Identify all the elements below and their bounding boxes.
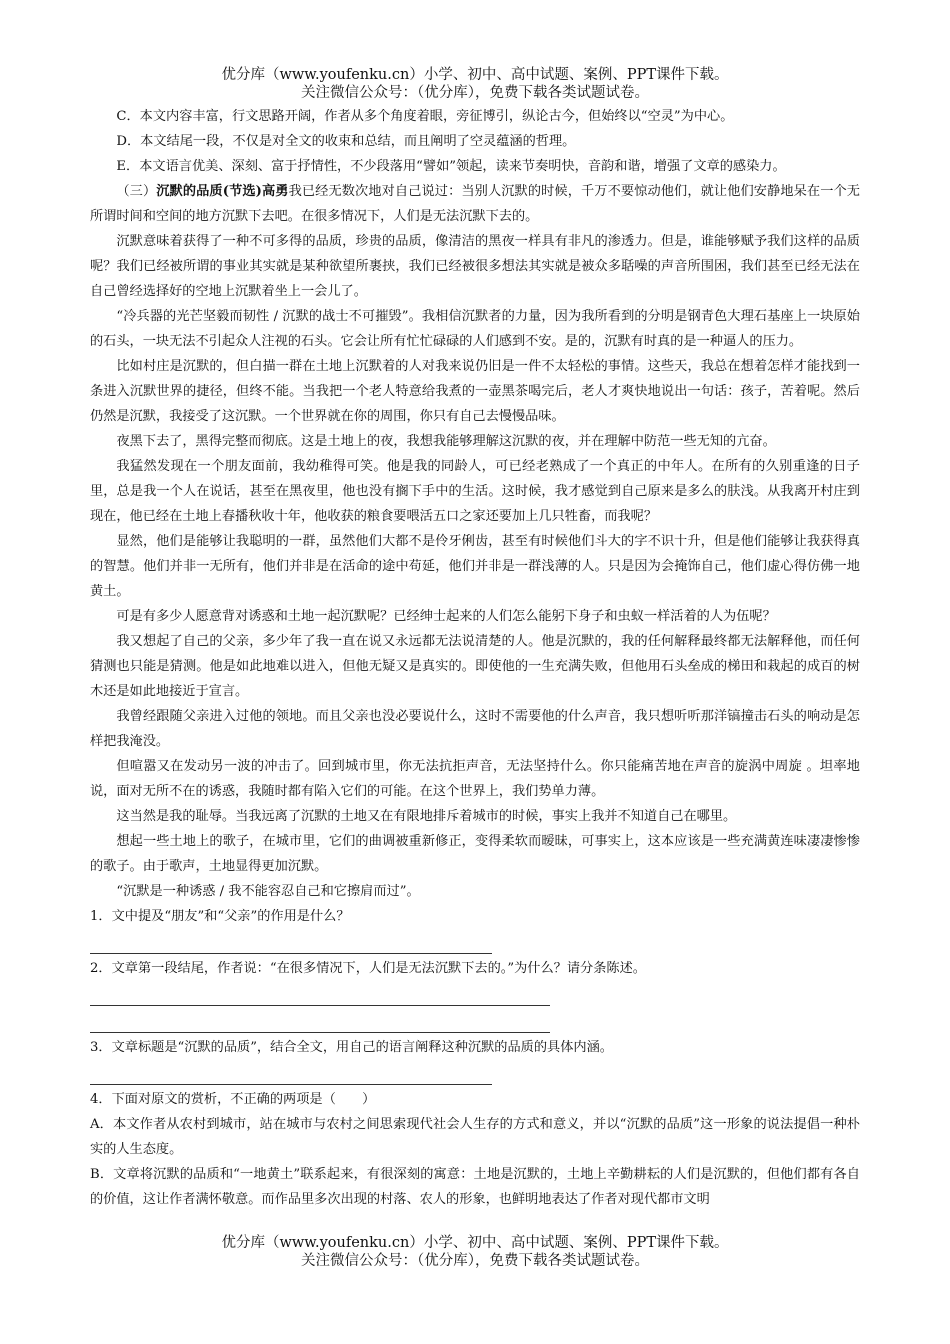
option-c: C．本文内容丰富，行文思路开阔，作者从多个角度着眼，旁征博引，纵论古今，但始终以“空灵”为中心。 xyxy=(116,109,734,124)
article-paragraph: 显然，他们是能够让我聪明的一群，虽然他们大都不是伶牙俐齿，甚至有时候他们斗大的字不识十升，但是他们能够让我获得真的智慧。他们并非一无所有，他们并非是在活命的途中苟延，他们并非是一群浅薄的人。只是因为会掩饰自己，他们虚心得仿佛一地黄土。 xyxy=(90,534,860,599)
article-paragraph: 夜黑下去了，黑得完整而彻底。这是土地上的夜，我想我能够理解这沉默的夜，并在理解中防范一些无知的亢奋。 xyxy=(116,434,776,449)
footer-line-2: 关注微信公众号：（优分库），免费下载各类试题试卷。 xyxy=(301,1253,649,1269)
article-paragraph: 想起一些土地上的歌子，在城市里，它们的曲调被重新修正，变得柔软而暧昧，可事实上，这本应该是一些充满黄连味凄凄惨惨的歌子。由于歌声，土地显得更加沉默。 xyxy=(90,834,860,874)
question-2: 2．文章第一段结尾，作者说：“在很多情况下，人们是无法沉默下去的。”为什么？请分条陈述。 xyxy=(90,961,646,976)
question-1: 1．文中提及“朋友”和“父亲”的作用是什么？ xyxy=(90,909,350,924)
answer-line[interactable] xyxy=(90,1060,492,1085)
article-paragraph: 比如村庄是沉默的，但白描一群在土地上沉默着的人对我来说仍旧是一件不太轻松的事情。这些天，我总在想着怎样才能找到一条进入沉默世界的捷径，但终不能。当我把一个老人特意给我煮的一壶黑茶喝完后，老人才爽快地说出一句话：孩子，苦着呢。然后仍然是沉默，我接受了这沉默。一个世界就在你的周围，你只有自己去慢慢品味。 xyxy=(90,359,860,424)
article-paragraph: 我猛然发现在一个朋友面前，我幼稚得可笑。他是我的同龄人，可已经老熟成了一个真正的中年人。在所有的久别重逢的日子里，总是我一个人在说话，甚至在黑夜里，他也没有搁下手中的生活。这时候，我才感觉到自己原来是多么的肤浅。从我离开村庄到现在，他已经在土地上春播秋收十年，他收获的粮食要喂活五口之家还要加上几只牲畜，而我呢？ xyxy=(90,459,860,524)
answer-line[interactable] xyxy=(90,1008,550,1033)
header-line-2: 关注微信公众号：（优分库），免费下载各类试题试卷。 xyxy=(301,85,649,101)
question-4-option-a: A．本文作者从农村到城市，站在城市与农村之间思索现代社会人生存的方式和意义，并以“沉默的品质”这一形象的说法提倡一种朴实的人生态度。 xyxy=(90,1117,860,1157)
article-paragraph: 可是有多少人愿意背对诱惑和土地一起沉默呢？已经绅士起来的人们怎么能躬下身子和虫蚁一样活着的人为伍呢？ xyxy=(116,609,776,624)
header-line-1: 优分库（www.youfenku.cn）小学、初中、高中试题、案例、PPT课件下载。 xyxy=(221,67,729,83)
article-paragraph: 我曾经跟随父亲进入过他的领地。而且父亲也没必要说什么，这时不需要他的什么声音，我只想听听那洋镐撞击石头的响动是怎样把我淹没。 xyxy=(90,709,860,749)
article-paragraph: 但喧嚣又在发动另一波的冲击了。回到城市里，你无法抗拒声音，无法坚持什么。你只能痛苦地在声音的旋涡中周旋 。坦率地说，面对无所不在的诱惑，我随时都有陷入它们的可能。在这个世界上，我们势单力薄。 xyxy=(90,759,860,799)
closing-quote: “沉默是一种诱惑 / 我不能容忍自己和它擦肩而过”。 xyxy=(116,884,420,899)
section-number: （三） xyxy=(116,184,157,199)
first-paragraph-text: 我已经无数次地对自己说过：当别人沉默的时候，千万不要惊动他们，就让他们安静地呆在一个无所谓时间和空间的地方沉默下去吧。在很多情况下，人们是无法沉默下去的。 xyxy=(90,184,860,224)
document-body xyxy=(90,104,860,1212)
answer-line[interactable] xyxy=(90,929,492,954)
article-paragraph: 沉默意味着获得了一种不可多得的品质，珍贵的品质，像清洁的黑夜一样具有非凡的渗透力。但是，谁能够赋予我们这样的品质呢？我们已经被所谓的事业其实就是某种欲望所裹挟，我们已经被很多想法其实就是被众多聒噪的声音所围困，我们甚至已经无法在自己曾经选择好的空地上沉默着坐上一会儿了。 xyxy=(90,234,860,299)
option-d: D．本文结尾一段，不仅是对全文的收束和总结，而且阐明了空灵蕴涵的哲理。 xyxy=(116,134,576,149)
question-4-option-b: B．文章将沉默的品质和“一地黄土”联系起来，有很深刻的寓意：土地是沉默的，土地上辛勤耕耘的人们是沉默的，但他们都有各自的价值，这让作者满怀敬意。而作品里多次出现的村落、农人的形象，也鲜明地表达了作者对现代都市文明 xyxy=(90,1167,860,1207)
question-3: 3．文章标题是“沉默的品质”，结合全文，用自己的语言阐释这种沉默的品质的具体内涵。 xyxy=(90,1040,613,1055)
article-paragraph: 这当然是我的耻辱。当我远离了沉默的土地又在有限地排斥着城市的时候，事实上我并不知道自己在哪里。 xyxy=(116,809,737,824)
article-paragraph: 我又想起了自己的父亲，多少年了我一直在说又永远都无法说清楚的人。他是沉默的，我的任何解释最终都无法解释他，而任何猜测也只能是猜测。他是如此地难以进入，但他无疑又是真实的。即使他的一生充满失败，但他用石头垒成的梯田和栽起的成百的树木还是如此地接近于宣言。 xyxy=(90,634,860,699)
article-title-author: 沉默的品质(节选)高勇 xyxy=(156,184,289,199)
section-intro-paragraph xyxy=(90,179,860,229)
option-e: E．本文语言优美、深刻、富于抒情性，不少段落用“譬如”领起，读来节奏明快，音韵和谐，增强了文章的感染力。 xyxy=(116,159,786,174)
answer-line[interactable] xyxy=(90,981,550,1006)
question-4: 4．下面对原文的赏析，不正确的两项是（ ） xyxy=(90,1092,376,1107)
footer-line-1: 优分库（www.youfenku.cn）小学、初中、高中试题、案例、PPT课件下载。 xyxy=(221,1235,729,1251)
article-paragraph: “冷兵器的光芒坚毅而韧性 / 沉默的战士不可摧毁”。我相信沉默者的力量，因为我所看到的分明是钢青色大理石基座上一块原始的石头，一块无法不引起众人注视的石头。它会让所有忙忙碌碌的人们感到不安。是的，沉默有时真的是一种逼人的压力。 xyxy=(90,309,860,349)
